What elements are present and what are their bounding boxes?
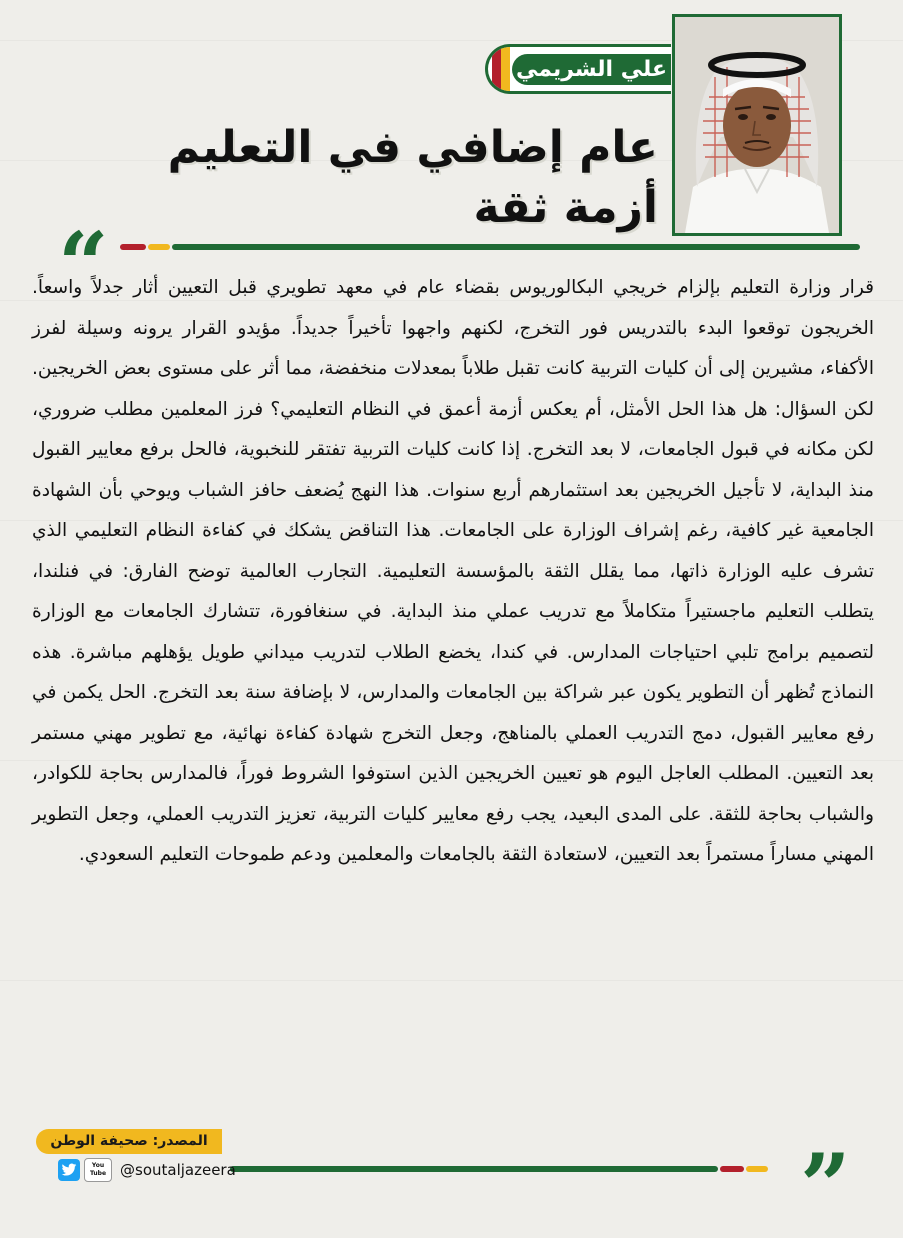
bottom-accent-yellow — [746, 1166, 768, 1172]
bottom-rule-line — [230, 1166, 718, 1172]
rule-accent-red — [120, 244, 146, 250]
author-name-badge — [485, 44, 671, 94]
bottom-accent-red — [720, 1166, 744, 1172]
quote-divider-top — [50, 212, 860, 316]
quote-close-icon: ” — [800, 1134, 851, 1238]
article-headline: عام إضافي في التعليم أزمة ثقة — [167, 122, 658, 233]
quote-open-icon: “ — [58, 212, 109, 316]
badge-stripe-red — [492, 47, 501, 91]
badge-stripe-yellow — [501, 47, 510, 91]
rule-accent-yellow — [148, 244, 170, 250]
social-handle[interactable]: @soutaljazeera — [120, 1161, 236, 1179]
article-body: قرار وزارة التعليم بإلزام خريجي البكالوريوس بقضاء عام في معهد تطويري قبل التعيين أثار جدلاً واسعاً. الخريجون توقعوا البدء بالتدريس فور التخرج، لكنهم واجهوا تأخيراً جديداً. مؤيدو القرار يرونه وسيلة لفرز الأكفاء، مشيرين إلى أن كليات التربية كانت تقبل طلاباً بمعدلات منخفضة، مما أثر على مستوى بعض الخريجين. لكن السؤال: هل هذا الحل الأمثل، أم يعكس أزمة أعمق في النظام التعليمي؟ فرز المعلمين مطلب ضروري، لكن مكانه في قبول الجامعات، لا بعد التخرج. إذا كانت كليات التربية تفتقر للنخبوية، فالحل برفع معايير القبول منذ البداية، لا تأجيل الخريجين بعد استثمارهم أربع سنوات. هذا النهج يُضعف حافز الشباب ويوحي بأن الشهادة الجامعية غير كافية، رغم إشراف الوزارة على الجامعات. هذا التناقض يشكك في كفاءة النظام التعليمي الذي تشرف عليه الوزارة ذاتها، مما يقلل الثقة بالمؤسسة التعليمية. التجارب العالمية توضح الفارق: في فنلندا، يتطلب التعليم ماجستيراً متكاملاً مع تدريب عملي منذ البداية. في سنغافورة، تتشارك الجامعات مع الوزارة لتصميم برامج تلبي احتياجات المدارس. في كندا، يخضع الطلاب لتدريب ميداني طويل يؤهلهم مباشرة. هذه النماذج تُظهر أن التطوير يكون عبر شراكة بين الجامعات والمدارس، لا بإضافة سنة بعد التخرج. الحل يكمن في رفع معايير القبول، دمج التدريب العملي بالمناهج، وجعل التخرج شهادة كفاءة نهائية، مع تطوير مهني مستمر بعد التعيين. المطلب العاجل اليوم هو تعيين الخريجين الذين استوفوا الشروط فوراً، فالمدارس بحاجة للكوادر، والشباب بحاجة للثقة. على المدى البعيد، يجب رفع معايير كليات التربية، تعزيز التدريب العملي، وجعل التطوير المهني مساراً مستمراً بعد التعيين، لاستعادة الثقة بالجامعات والمعلمين ودعم طموحات التعليم السعودي. — [32, 277, 874, 865]
youtube-icon[interactable] — [84, 1158, 112, 1182]
rule-line — [172, 244, 860, 250]
youtube-label: You Tube — [89, 1162, 107, 1177]
source-label: المصدر: صحيفة الوطن — [36, 1129, 222, 1154]
quote-divider-bottom — [230, 1134, 870, 1238]
twitter-icon[interactable] — [58, 1159, 80, 1181]
social-handles — [58, 1158, 236, 1182]
author-photo — [672, 14, 842, 236]
author-name: علي الشريمي — [512, 54, 671, 85]
